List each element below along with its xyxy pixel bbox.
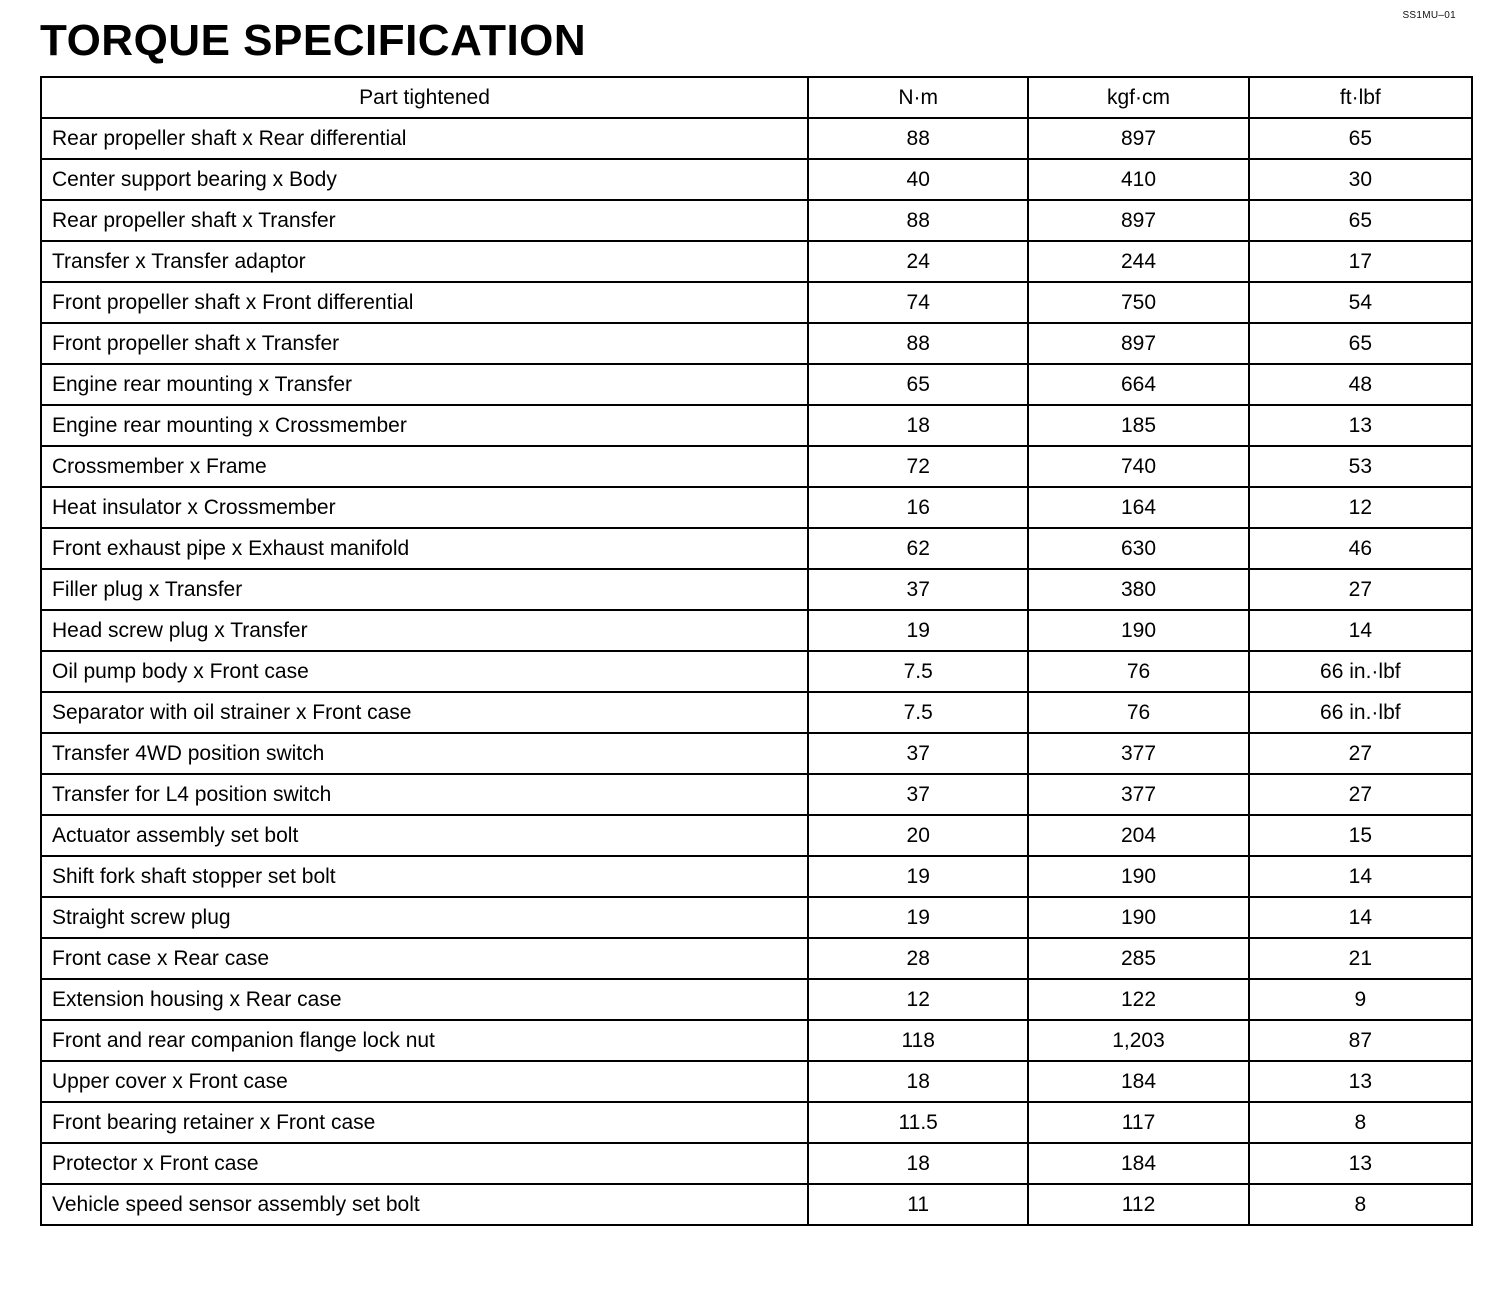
cell-part: Actuator assembly set bolt — [41, 815, 808, 856]
header-ft-lbf: ft·lbf — [1249, 77, 1472, 118]
cell-nm: 28 — [808, 938, 1028, 979]
cell-kgf-cm: 117 — [1028, 1102, 1248, 1143]
cell-kgf-cm: 410 — [1028, 159, 1248, 200]
cell-ft-lbf: 27 — [1249, 774, 1472, 815]
header-part-tightened: Part tightened — [41, 77, 808, 118]
cell-kgf-cm: 122 — [1028, 979, 1248, 1020]
table-row — [41, 733, 1472, 774]
cell-part: Front and rear companion flange lock nut — [41, 1020, 808, 1061]
cell-part: Straight screw plug — [41, 897, 808, 938]
cell-part: Front bearing retainer x Front case — [41, 1102, 808, 1143]
table-row — [41, 1184, 1472, 1225]
table-row — [41, 118, 1472, 159]
cell-ft-lbf: 27 — [1249, 733, 1472, 774]
cell-part: Rear propeller shaft x Rear differential — [41, 118, 808, 159]
cell-part: Engine rear mounting x Transfer — [41, 364, 808, 405]
cell-ft-lbf: 17 — [1249, 241, 1472, 282]
cell-ft-lbf: 9 — [1249, 979, 1472, 1020]
cell-ft-lbf: 27 — [1249, 569, 1472, 610]
cell-ft-lbf: 13 — [1249, 1143, 1472, 1184]
cell-ft-lbf: 21 — [1249, 938, 1472, 979]
cell-kgf-cm: 190 — [1028, 897, 1248, 938]
table-row — [41, 487, 1472, 528]
cell-nm: 11 — [808, 1184, 1028, 1225]
cell-part: Shift fork shaft stopper set bolt — [41, 856, 808, 897]
cell-part: Front propeller shaft x Front differential — [41, 282, 808, 323]
header-nm: N·m — [808, 77, 1028, 118]
cell-kgf-cm: 204 — [1028, 815, 1248, 856]
cell-nm: 24 — [808, 241, 1028, 282]
table-header-row — [41, 77, 1472, 118]
cell-nm: 18 — [808, 1143, 1028, 1184]
cell-nm: 16 — [808, 487, 1028, 528]
cell-kgf-cm: 897 — [1028, 323, 1248, 364]
document-code: SS1MU–01 — [1402, 10, 1456, 21]
cell-nm: 37 — [808, 733, 1028, 774]
cell-part: Front propeller shaft x Transfer — [41, 323, 808, 364]
page-title: TORQUE SPECIFICATION — [40, 16, 587, 65]
cell-kgf-cm: 184 — [1028, 1061, 1248, 1102]
cell-part: Protector x Front case — [41, 1143, 808, 1184]
cell-ft-lbf: 30 — [1249, 159, 1472, 200]
cell-ft-lbf: 65 — [1249, 118, 1472, 159]
table-row — [41, 446, 1472, 487]
table-row — [41, 405, 1472, 446]
cell-kgf-cm: 380 — [1028, 569, 1248, 610]
cell-ft-lbf: 48 — [1249, 364, 1472, 405]
cell-part: Rear propeller shaft x Transfer — [41, 200, 808, 241]
cell-kgf-cm: 112 — [1028, 1184, 1248, 1225]
cell-part: Transfer for L4 position switch — [41, 774, 808, 815]
cell-part: Heat insulator x Crossmember — [41, 487, 808, 528]
table-row — [41, 938, 1472, 979]
cell-ft-lbf: 54 — [1249, 282, 1472, 323]
cell-nm: 74 — [808, 282, 1028, 323]
cell-part: Transfer x Transfer adaptor — [41, 241, 808, 282]
cell-nm: 18 — [808, 1061, 1028, 1102]
cell-nm: 19 — [808, 610, 1028, 651]
cell-ft-lbf: 14 — [1249, 610, 1472, 651]
table-row — [41, 364, 1472, 405]
cell-nm: 19 — [808, 856, 1028, 897]
table-row — [41, 651, 1472, 692]
cell-ft-lbf: 66 in.·lbf — [1249, 692, 1472, 733]
cell-nm: 37 — [808, 774, 1028, 815]
cell-ft-lbf: 8 — [1249, 1184, 1472, 1225]
cell-ft-lbf: 13 — [1249, 405, 1472, 446]
cell-ft-lbf: 13 — [1249, 1061, 1472, 1102]
cell-ft-lbf: 12 — [1249, 487, 1472, 528]
cell-kgf-cm: 664 — [1028, 364, 1248, 405]
cell-ft-lbf: 14 — [1249, 856, 1472, 897]
cell-kgf-cm: 740 — [1028, 446, 1248, 487]
cell-nm: 7.5 — [808, 692, 1028, 733]
cell-nm: 40 — [808, 159, 1028, 200]
cell-part: Center support bearing x Body — [41, 159, 808, 200]
table-row — [41, 282, 1472, 323]
cell-kgf-cm: 897 — [1028, 118, 1248, 159]
header-kgf-cm: kgf·cm — [1028, 77, 1248, 118]
cell-part: Front exhaust pipe x Exhaust manifold — [41, 528, 808, 569]
table-row — [41, 323, 1472, 364]
cell-nm: 72 — [808, 446, 1028, 487]
cell-part: Upper cover x Front case — [41, 1061, 808, 1102]
table-row — [41, 569, 1472, 610]
cell-nm: 88 — [808, 323, 1028, 364]
torque-spec-table — [40, 76, 1473, 1226]
cell-nm: 20 — [808, 815, 1028, 856]
cell-part: Head screw plug x Transfer — [41, 610, 808, 651]
cell-ft-lbf: 65 — [1249, 200, 1472, 241]
table-row — [41, 528, 1472, 569]
cell-kgf-cm: 244 — [1028, 241, 1248, 282]
cell-kgf-cm: 630 — [1028, 528, 1248, 569]
cell-nm: 62 — [808, 528, 1028, 569]
table-body — [41, 118, 1472, 1225]
cell-kgf-cm: 377 — [1028, 774, 1248, 815]
cell-nm: 65 — [808, 364, 1028, 405]
cell-kgf-cm: 184 — [1028, 1143, 1248, 1184]
cell-part: Front case x Rear case — [41, 938, 808, 979]
table-row — [41, 241, 1472, 282]
cell-kgf-cm: 190 — [1028, 856, 1248, 897]
cell-ft-lbf: 15 — [1249, 815, 1472, 856]
cell-kgf-cm: 76 — [1028, 692, 1248, 733]
table-row — [41, 979, 1472, 1020]
table-row — [41, 200, 1472, 241]
cell-nm: 37 — [808, 569, 1028, 610]
cell-ft-lbf: 87 — [1249, 1020, 1472, 1061]
cell-kgf-cm: 377 — [1028, 733, 1248, 774]
cell-part: Extension housing x Rear case — [41, 979, 808, 1020]
cell-nm: 12 — [808, 979, 1028, 1020]
cell-ft-lbf: 66 in.·lbf — [1249, 651, 1472, 692]
cell-ft-lbf: 65 — [1249, 323, 1472, 364]
cell-ft-lbf: 53 — [1249, 446, 1472, 487]
cell-kgf-cm: 76 — [1028, 651, 1248, 692]
table-row — [41, 1061, 1472, 1102]
table-row — [41, 1143, 1472, 1184]
cell-kgf-cm: 185 — [1028, 405, 1248, 446]
table-row — [41, 1102, 1472, 1143]
cell-nm: 7.5 — [808, 651, 1028, 692]
cell-ft-lbf: 14 — [1249, 897, 1472, 938]
cell-part: Separator with oil strainer x Front case — [41, 692, 808, 733]
cell-nm: 88 — [808, 118, 1028, 159]
cell-ft-lbf: 46 — [1249, 528, 1472, 569]
cell-nm: 118 — [808, 1020, 1028, 1061]
table-row — [41, 1020, 1472, 1061]
cell-part: Vehicle speed sensor assembly set bolt — [41, 1184, 808, 1225]
cell-ft-lbf: 8 — [1249, 1102, 1472, 1143]
cell-nm: 88 — [808, 200, 1028, 241]
table-row — [41, 856, 1472, 897]
cell-kgf-cm: 164 — [1028, 487, 1248, 528]
table-row — [41, 692, 1472, 733]
table-row — [41, 897, 1472, 938]
cell-kgf-cm: 897 — [1028, 200, 1248, 241]
cell-kgf-cm: 190 — [1028, 610, 1248, 651]
table-row — [41, 159, 1472, 200]
cell-nm: 11.5 — [808, 1102, 1028, 1143]
cell-part: Transfer 4WD position switch — [41, 733, 808, 774]
cell-kgf-cm: 285 — [1028, 938, 1248, 979]
cell-nm: 19 — [808, 897, 1028, 938]
cell-kgf-cm: 1,203 — [1028, 1020, 1248, 1061]
table-row — [41, 815, 1472, 856]
cell-nm: 18 — [808, 405, 1028, 446]
table-row — [41, 610, 1472, 651]
cell-part: Engine rear mounting x Crossmember — [41, 405, 808, 446]
cell-part: Filler plug x Transfer — [41, 569, 808, 610]
table-row — [41, 774, 1472, 815]
cell-part: Oil pump body x Front case — [41, 651, 808, 692]
cell-kgf-cm: 750 — [1028, 282, 1248, 323]
cell-part: Crossmember x Frame — [41, 446, 808, 487]
